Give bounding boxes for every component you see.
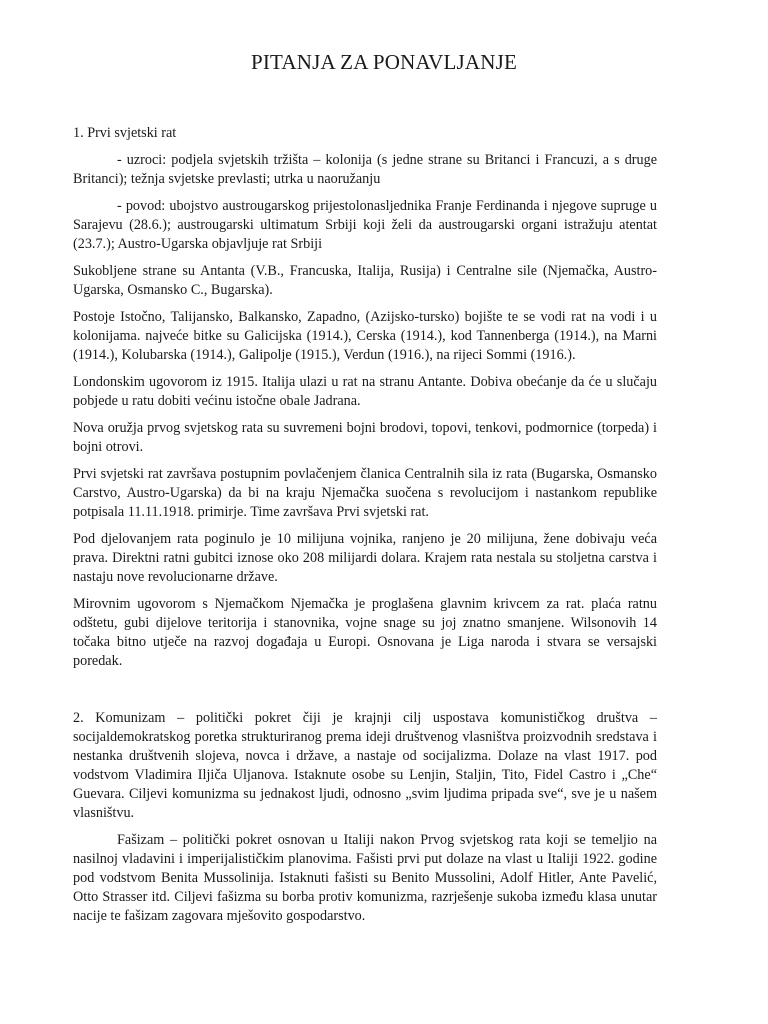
paragraph-fronts-battles: Postoje Istočno, Talijansko, Balkansko, Zapadno, (Azijsko-tursko) bojište te se vodi rat na vodi i u kolonijama. najveće bitke su Galicijska (1914.), Cerska (1914.), kod Tannenberga (1914.), na Marni (1914.), Kolubarska (1914.), Galipolje (1915.), Verdun (1916.), na rijeci Sommi (1916.). xyxy=(73,309,657,363)
paragraph-new-weapons: Nova oružja prvog svjetskog rata su suvremeni bojni brodovi, topovi, tenkovi, podmornice (torpeda) i bojni otrovi. xyxy=(73,420,657,455)
paragraph-peace-treaty: Mirovnim ugovorom s Njemačkom Njemačka je proglašena glavnim krivcem za rat. plaća ratnu odštetu, gubi dijelove teritorija i stanovnika, vojne snage su joj znatno smanjene. Wilsonovih 14 točaka bitno utječe na razvoj događaja u Europi. Osnovana je Liga naroda i stvara se versajski poredak. xyxy=(73,596,657,669)
paragraph-london-treaty: Londonskim ugovorom iz 1915. Italija ulazi u rat na stranu Antante. Dobiva obećanje da će u slučaju pobjede u ratu dobiti većinu istočne obale Jadrana. xyxy=(73,374,657,409)
paragraph-opposing-sides: Sukobljene strane su Antanta (V.B., Francuska, Italija, Rusija) i Centralne sile (Njemačka, Austro-Ugarska, Osmansko C., Bugarska). xyxy=(73,263,657,298)
section-spacer xyxy=(73,679,657,709)
paragraph-war-end: Prvi svjetski rat završava postupnim povlačenjem članica Centralnih sila iz rata (Bugarska, Osmansko Carstvo, Austro-Ugarska) da bi na kraju Njemačka suočena s revolucijom i nastankom republike potpisala 11.11.1918. primirje. Time završava Prvi svjetski rat. xyxy=(73,466,657,520)
paragraph-causes: - uzroci: podjela svjetskih tržišta – kolonija (s jedne strane su Britanci i Francuzi, a s druge Britanci); težnja svjetske prevlasti; utrka u naoružanju xyxy=(73,152,657,187)
document-body xyxy=(73,124,657,934)
page-title: PITANJA ZA PONAVLJANJE xyxy=(250,50,518,74)
paragraph-trigger: - povod: ubojstvo austrougarskog prijestolonasljednika Franje Ferdinanda i njegove supruge u Sarajevu (28.6.); austrougarski ultimatum Srbiji koji želi da austrougarski organi istražuju atentat (23.7.); Austro-Ugarska objavljuje rat Srbiji xyxy=(73,198,657,252)
paragraph-communism: 2. Komunizam – politički pokret čiji je krajnji cilj uspostava komunističkog društva – socijaldemokratskog poretka strukturiranog prema ideji društvenog vlasništva proizvodnih sredstava i nestanka društvenih slojeva, novca i države, a nastaje od socijalizma. Dolaze na vlast 1917. pod vodstvom Vladimira Iljiča Uljanova. Istaknute osobe su Lenjin, Staljin, Tito, Fidel Castro i „Che“ Guevara. Ciljevi komunizma su jednakost ljudi, odnosno „svim ljudima pripada sve“, sve je u našem vlasništvu. xyxy=(73,710,657,821)
paragraph-fascism: Fašizam – politički pokret osnovan u Italiji nakon Prvog svjetskog rata koji se temeljio na nasilnoj vladavini i imperijalističkim planovima. Fašisti prvi put dolaze na vlast u Italiji 1922. godine pod vodstvom Benita Mussolinija. Istaknuti fašisti su Benito Mussolini, Adolf Hitler, Ante Pavelić, Otto Strasser itd. Ciljevi fašizma su borba protiv komunizma, razrješenje sukoba između klasa unutar nacije te fašizam zagovara mješovito gospodarstvo. xyxy=(73,832,657,924)
section-heading-world-war-1: 1. Prvi svjetski rat xyxy=(73,125,177,141)
paragraph-consequences: Pod djelovanjem rata poginulo je 10 milijuna vojnika, ranjeno je 20 milijuna, žene dobivaju veća prava. Direktni ratni gubitci iznose oko 208 milijardi dolara. Krajem rata nestala su stoljetna carstva i nastaju nove revolucionarne države. xyxy=(73,531,657,585)
